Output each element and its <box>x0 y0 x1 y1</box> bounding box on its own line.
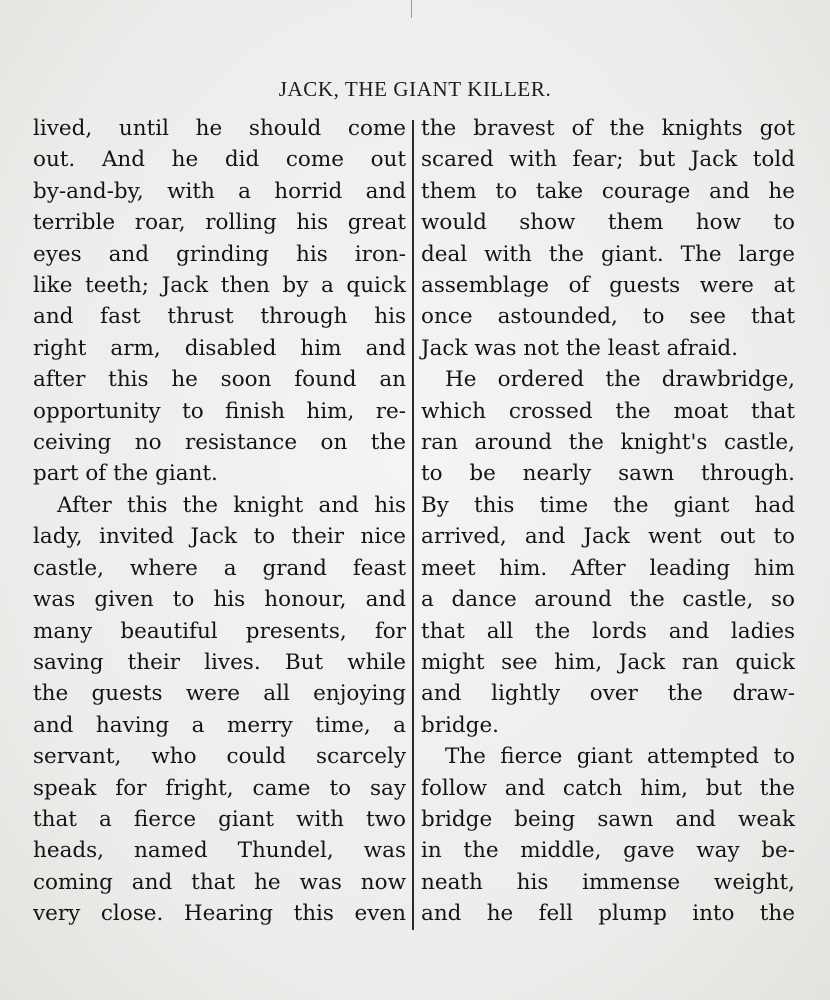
text-line: the guests were all enjoying <box>33 681 406 707</box>
text-line: might see him, Jack ran quick <box>421 649 795 675</box>
text-line: bridge. <box>421 712 500 738</box>
text-line: many beautiful presents, for <box>33 618 406 644</box>
text-line: after this he soon found an <box>33 367 406 393</box>
text-line: by-and-by, with a horrid and <box>33 178 406 204</box>
text-line: servant, who could scarcely <box>33 744 406 770</box>
text-line: lived, until he should come <box>33 116 406 141</box>
text-line: terrible roar, rolling his great <box>33 210 406 236</box>
text-line: eyes and grinding his iron- <box>33 241 406 267</box>
text-line: ran around the knight's castle, <box>421 430 795 456</box>
text-line: and he fell plump into the <box>421 901 795 927</box>
text-line: saving their lives. But while <box>33 649 406 675</box>
column-divider <box>412 120 414 930</box>
text-line: lady, invited Jack to their nice <box>33 524 406 550</box>
paragraph-start-line: He ordered the drawbridge, <box>445 367 795 393</box>
text-line: and lightly over the draw- <box>421 681 795 707</box>
text-line: heads, named Thundel, was <box>33 838 406 864</box>
text-line: part of the giant. <box>33 461 218 487</box>
text-line: very close. Hearing this even <box>33 901 406 927</box>
text-line: right arm, disabled him and <box>33 335 406 361</box>
text-line: that a fierce giant with two <box>33 806 406 832</box>
text-line: and having a merry time, a <box>33 712 406 738</box>
text-line: assemblage of guests were at <box>421 273 795 299</box>
paragraph-start-line: The fierce giant attempted to <box>445 744 795 770</box>
text-line: to be nearly sawn through. <box>421 461 795 487</box>
text-line: By this time the giant had <box>421 492 795 518</box>
text-line: meet him. After leading him <box>421 555 795 581</box>
text-line: bridge being sawn and weak <box>421 806 795 832</box>
text-line: once astounded, to see that <box>421 304 795 330</box>
text-line: that all the lords and ladies <box>421 618 795 644</box>
text-line: was given to his honour, and <box>33 587 406 613</box>
text-line: out. And he did come out <box>33 147 406 173</box>
text-line: arrived, and Jack went out to <box>421 524 795 550</box>
right-text-column <box>421 113 795 933</box>
text-line: which crossed the moat that <box>421 398 795 424</box>
text-line: deal with the giant. The large <box>421 241 795 267</box>
text-line: castle, where a grand feast <box>33 555 406 581</box>
text-line: Jack was not the least afraid. <box>421 335 739 361</box>
text-line: coming and that he was now <box>33 869 406 895</box>
page-fold-mark <box>411 0 412 18</box>
running-header: JACK, THE GIANT KILLER. <box>278 77 552 101</box>
text-line: opportunity to finish him, re- <box>33 398 406 424</box>
text-line: like teeth; Jack then by a quick <box>33 273 406 299</box>
text-line: a dance around the castle, so <box>421 587 795 613</box>
left-text-column <box>33 113 406 933</box>
text-line: speak for fright, came to say <box>33 775 406 801</box>
text-line: scared with fear; but Jack told <box>421 147 795 173</box>
text-line: would show them how to <box>421 210 795 236</box>
text-line: in the middle, gave way be- <box>421 838 795 864</box>
text-line: ceiving no resistance on the <box>33 430 406 456</box>
text-line: and fast thrust through his <box>33 304 406 330</box>
text-line: follow and catch him, but the <box>421 775 795 801</box>
text-line: neath his immense weight, <box>421 869 795 895</box>
text-line: the bravest of the knights got <box>421 116 795 141</box>
paragraph-start-line: After this the knight and his <box>57 492 406 518</box>
text-line: them to take courage and he <box>421 178 795 204</box>
